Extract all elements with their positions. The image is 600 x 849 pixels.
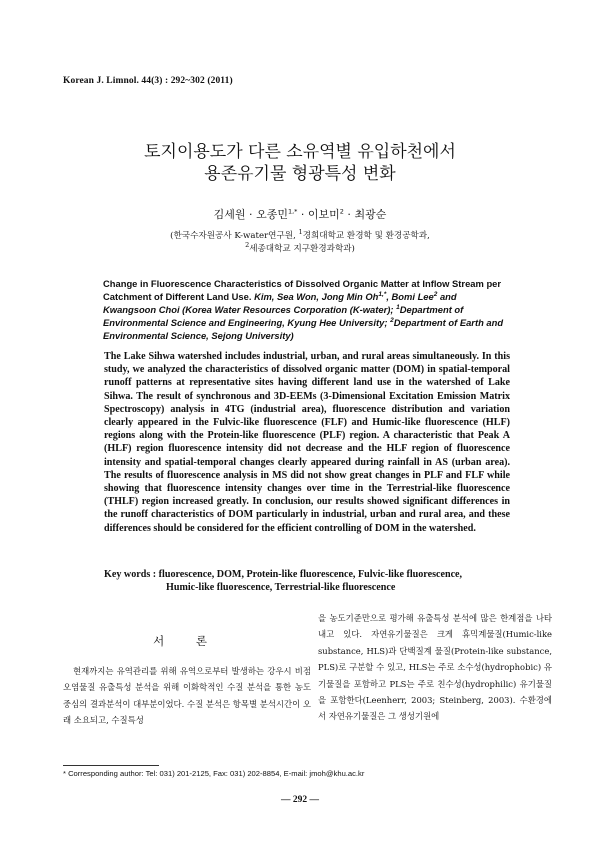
abstract: The Lake Sihwa watershed includes industrial, urban, and rural areas simultaneously. In this study, we analyzed the characteristics of dissolved organic matter (DOM) in spatial-temporal runoff patterns at representative sites having different land use in the watershed of Lake Sihwa. The result of synchronous and 3D-EEMs (3-Dimensional Excitation Emission Matrix Spectroscopy) analysis in 4TG (industrial area), fluorescence distribution and variation clearly appeared in the Fulvic-like fluorescence (FLF) and Humic-like fluorescence (HLF) regions along with the Protein-like fluorescence (PLF) region. A characteristic that Peak A (HLF) region fluorescence intensity did not decrease and the HLF region of fluorescence intensity and spatial-temporal changes clearly appeared during rainfall in AS (urban area). The results of fluorescence analysis in MS did not show great changes in PLF and FLF while showing that fluorescence intensity changes over time in the Terrestrial-like fluorescence (THLF) region increased greatly. In conclusion, our results showed significant differences in the runoff characteristics of DOM particularly in industrial, urban and rural area, and these differences should be considered for the efficient controlling of DOM in the watershed. xyxy=(104,351,510,534)
body-paragraph: 을 농도기준만으로 평가해 유출특성 분석에 많은 한계점을 나타내고 있다. 자연유기물질은 크게 휴믹계물질(Humic-like substance, HLS)과 단백질계 물질(Protein-like substance, PLS)로 구분할 수 있고, HLS는 주로 소수성(hydrophobic) 유기물질을 포함하고 PLS는 주로 친수성(hydrophilic) 유기물질을 포함한다(Leenherr, 2003; Steinberg, 2003). 수환경에서 자연유기물질은 그 생성기원에 xyxy=(318,613,552,722)
korean-title-line1: 토지이용도가 다른 소유역별 유입하천에서 xyxy=(144,142,456,162)
author-separator: · xyxy=(343,208,355,221)
korean-title xyxy=(0,141,600,185)
author-2-superscript: 1,* xyxy=(287,207,298,216)
english-affiliation-superscript: 1 xyxy=(396,303,400,311)
english-affiliation: Department of Earth and Environmental Science, Sejong University) xyxy=(103,317,504,341)
keywords xyxy=(104,568,524,594)
affiliation-line2 xyxy=(0,243,600,256)
body-paragraph: 현재까지는 유역관리를 위해 유역으로부터 발생하는 강우시 비점오염물질 유출특성 분석을 위해 이화학적인 수질 분석을 통한 농도 중심의 결과분석이 대부분이었다. 수질 분석은 항목별 분석시간이 오래 소요되고, 수질특성 xyxy=(63,666,311,726)
affiliation-text: (한국수자원공사 K-water연구원, xyxy=(170,231,299,241)
keywords-label: Key words : xyxy=(104,569,159,580)
english-author-superscript: 1,* xyxy=(378,290,387,298)
korean-affiliations xyxy=(0,230,600,256)
section-heading-introduction: 서 론 xyxy=(153,634,221,648)
journal-reference: Korean J. Limnol. 44(3) : 292~302 (2011) xyxy=(63,76,233,86)
korean-title-line2: 용존유기물 형광특성 변화 xyxy=(204,164,396,184)
english-author-superscript: 2 xyxy=(433,290,438,298)
author-separator: · xyxy=(297,208,308,221)
author-separator: · xyxy=(245,208,257,221)
affiliation-superscript: 1 xyxy=(298,228,303,237)
english-affiliation: Department of Environmental Science and Engineering, Kyung Hee University; xyxy=(103,304,464,328)
affiliation-text: 경희대학교 환경학 및 환경공학과, xyxy=(302,231,430,241)
footnote-divider xyxy=(63,765,159,766)
author-4: 최광순 xyxy=(354,208,387,221)
body-column-right xyxy=(318,610,552,725)
affiliation-superscript: 2 xyxy=(245,241,250,250)
affiliation-line1 xyxy=(0,230,600,243)
affiliation-text: 세종대학교 지구환경과학과) xyxy=(249,244,355,254)
english-affiliation-superscript: 2 xyxy=(390,316,394,324)
author-2: 오종민 xyxy=(256,208,288,221)
english-title: Change in Fluorescence Characteristics of Dissolved Organic Matter at Inflow Stream per Catchment of Different Land Use. xyxy=(103,278,502,302)
keywords-line2: Humic-like fluorescence, Terrestrial-like fluorescence xyxy=(166,582,396,594)
corresponding-author-footnote: * Corresponding author: Tel: 031) 201-2125, Fax: 031) 202-8854, E-mail: jmoh@khu.ac.kr xyxy=(63,769,365,778)
keywords-line1: fluorescence, DOM, Protein-like fluorescence, Fulvic-like fluorescence, xyxy=(158,569,463,580)
korean-authors xyxy=(0,206,600,222)
body-column-left xyxy=(63,663,311,729)
english-author-text: and Kwangsoon Choi (Korea Water Resources Corporation (K-water); xyxy=(103,291,457,315)
english-title-block xyxy=(103,277,511,342)
author-1: 김세원 xyxy=(213,208,246,221)
page-number: — 292 — xyxy=(281,795,319,805)
author-3: 이보미 xyxy=(307,208,340,221)
english-author-text: , Bomi Lee xyxy=(386,291,434,302)
author-3-superscript: 2 xyxy=(339,207,344,216)
english-author-text: Kim, Sea Won, Jong Min Oh xyxy=(254,291,379,302)
